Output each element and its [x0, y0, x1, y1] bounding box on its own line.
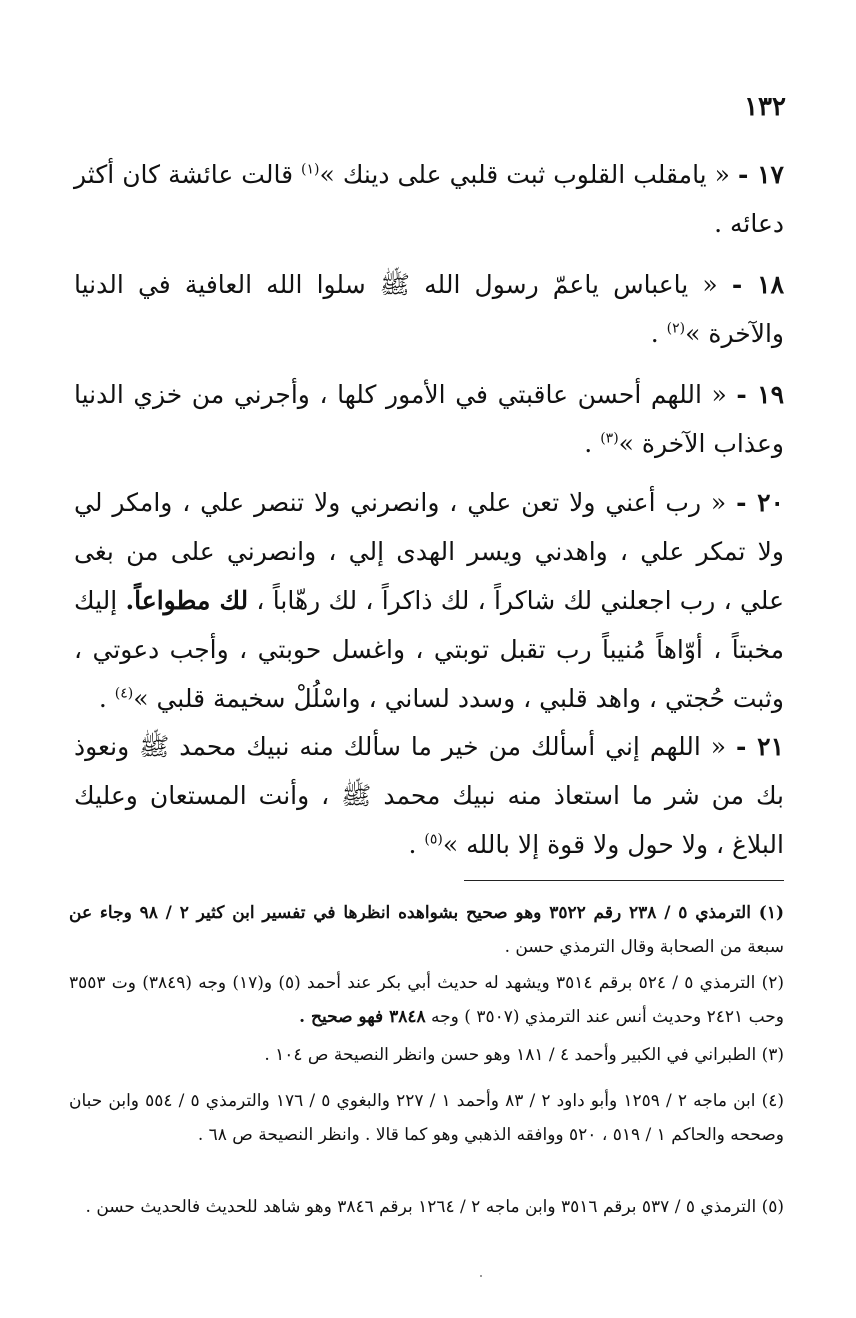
footnote-lead: (٣) الطبراني في الكبير وأحمد ٤ / ١٨١ وهو حسن وانظر النصيحة ص ١٠٤ .: [264, 1045, 784, 1065]
item-tail: .: [408, 830, 425, 859]
footnote-lead: (٢) الترمذي ٥ / ٥٢٤ برقم ٣٥١٤ ويشهد له حديث أبي بكر عند أحمد (٥) و(١٧) وجه (٣٨٤٩) وت ٣٥٥٣ وحب ٢٤٢١ وحديث أنس عند الترمذي (٣٥٠٧ ) وجه: [69, 973, 785, 1027]
hadith-item-17: [74, 150, 784, 248]
footnote-ref: (٤): [114, 685, 134, 702]
item-number: ١٩ -: [736, 380, 784, 409]
footnote-rest: حسن .: [85, 1197, 135, 1217]
hadith-item-18: [74, 260, 784, 358]
footnote-rest: سبعة من الصحابة وقال الترمذي حسن .: [504, 937, 784, 957]
footnote-rest: وابن حبان وصححه والحاكم ١ / ٥١٩ ، ٥٢٠ ووافقه الذهبي وهو كما قالا . وانظر النصيحة ص ٦٨ .: [69, 1091, 784, 1145]
item-tail: .: [98, 684, 115, 713]
item-number: ٢٠ -: [736, 488, 784, 517]
footnote-lead: (١) الترمذي ٥ / ٢٣٨ رقم ٣٥٢٢ وهو صحيح بشواهده انظرها في تفسير ابن كثير ٢ / ٩٨ وجاء عن: [69, 903, 784, 923]
item-text: « رب أعني ولا تعن علي ، وانصرني ولا تنصر علي ، وامكر لي ولا تمكر علي ، واهدني ويسر الهدى إلي ، وانصرني على من بغى علي ، رب اجعلني لك شاكراً ، لك ذاكراً ، لك رهّاباً ،: [74, 488, 784, 615]
hadith-item-19: [74, 370, 784, 468]
footnote-lead: (٤) ابن ماجه ٢ / ١٢٥٩ وأبو داود ٢ / ٨٣ وأحمد ١ / ٢٢٧ والبغوي ٥ / ١٧٦ والترمذي ٥ / ٥٥٤: [145, 1091, 785, 1111]
item-text: « يامقلب القلوب ثبت قلبي على دينك »: [319, 160, 730, 189]
scan-speck: [480, 1275, 482, 1277]
footnote-divider: [464, 880, 784, 881]
footnote-3: [69, 1038, 784, 1072]
item-text: إليك مخبتاً ، أوّاهاً مُنيباً رب تقبل توبتي ، واغسل حوبتي ، وأجب دعوتي ، وثبت حُجتي ، واهد قلبي ، وسدد لساني ، واسْلُلْ سخيمة قلبي »: [74, 586, 784, 713]
item-text: « اللهم أحسن عاقبتي في الأمور كلها ، وأجرني من خزي الدنيا وعذاب الآخرة »: [74, 380, 784, 458]
item-text-bold: لك مطواعاً.: [125, 586, 249, 615]
item-text: « ياعباس ياعمّ رسول الله ﷺ سلوا الله العافية في الدنيا والآخرة »: [74, 270, 784, 348]
footnote-ref: (٢): [666, 320, 686, 337]
page-number: ١٣٢: [744, 92, 786, 122]
item-number: ١٨ -: [731, 270, 784, 299]
footnote-1: [69, 896, 784, 964]
footnote-2: [69, 966, 784, 1034]
item-tail: قالت عائشة كان أكثر دعائه .: [74, 160, 784, 238]
item-number: ٢١ -: [736, 732, 784, 761]
item-number: ١٧ -: [737, 160, 784, 189]
footnote-ref: (٣): [600, 430, 619, 447]
hadith-item-21: [74, 722, 784, 869]
footnote-5: [69, 1190, 784, 1224]
footnote-4: [69, 1084, 784, 1152]
footnote-rest: ٣٨٤٨ فهو صحيح .: [299, 1007, 426, 1027]
hadith-item-20: [74, 478, 784, 723]
footnote-ref: (٥): [424, 831, 443, 848]
footnote-lead: (٥) الترمذي ٥ / ٥٣٧ برقم ٣٥١٦ وابن ماجه ٢ / ١٢٦٤ برقم ٣٨٤٦ وهو شاهد للحديث فالحديث: [140, 1197, 784, 1217]
item-text: « اللهم إني أسألك من خير ما سألك منه نبيك محمد ﷺ ونعوذ بك من شر ما استعاذ منه نبيك محمد ﷺ ، وأنت المستعان وعليك البلاغ ، ولا حول ولا قوة إلا بالله »: [74, 732, 784, 859]
item-tail: .: [650, 319, 667, 348]
item-tail: .: [584, 429, 601, 458]
footnote-ref: (١): [301, 161, 320, 178]
